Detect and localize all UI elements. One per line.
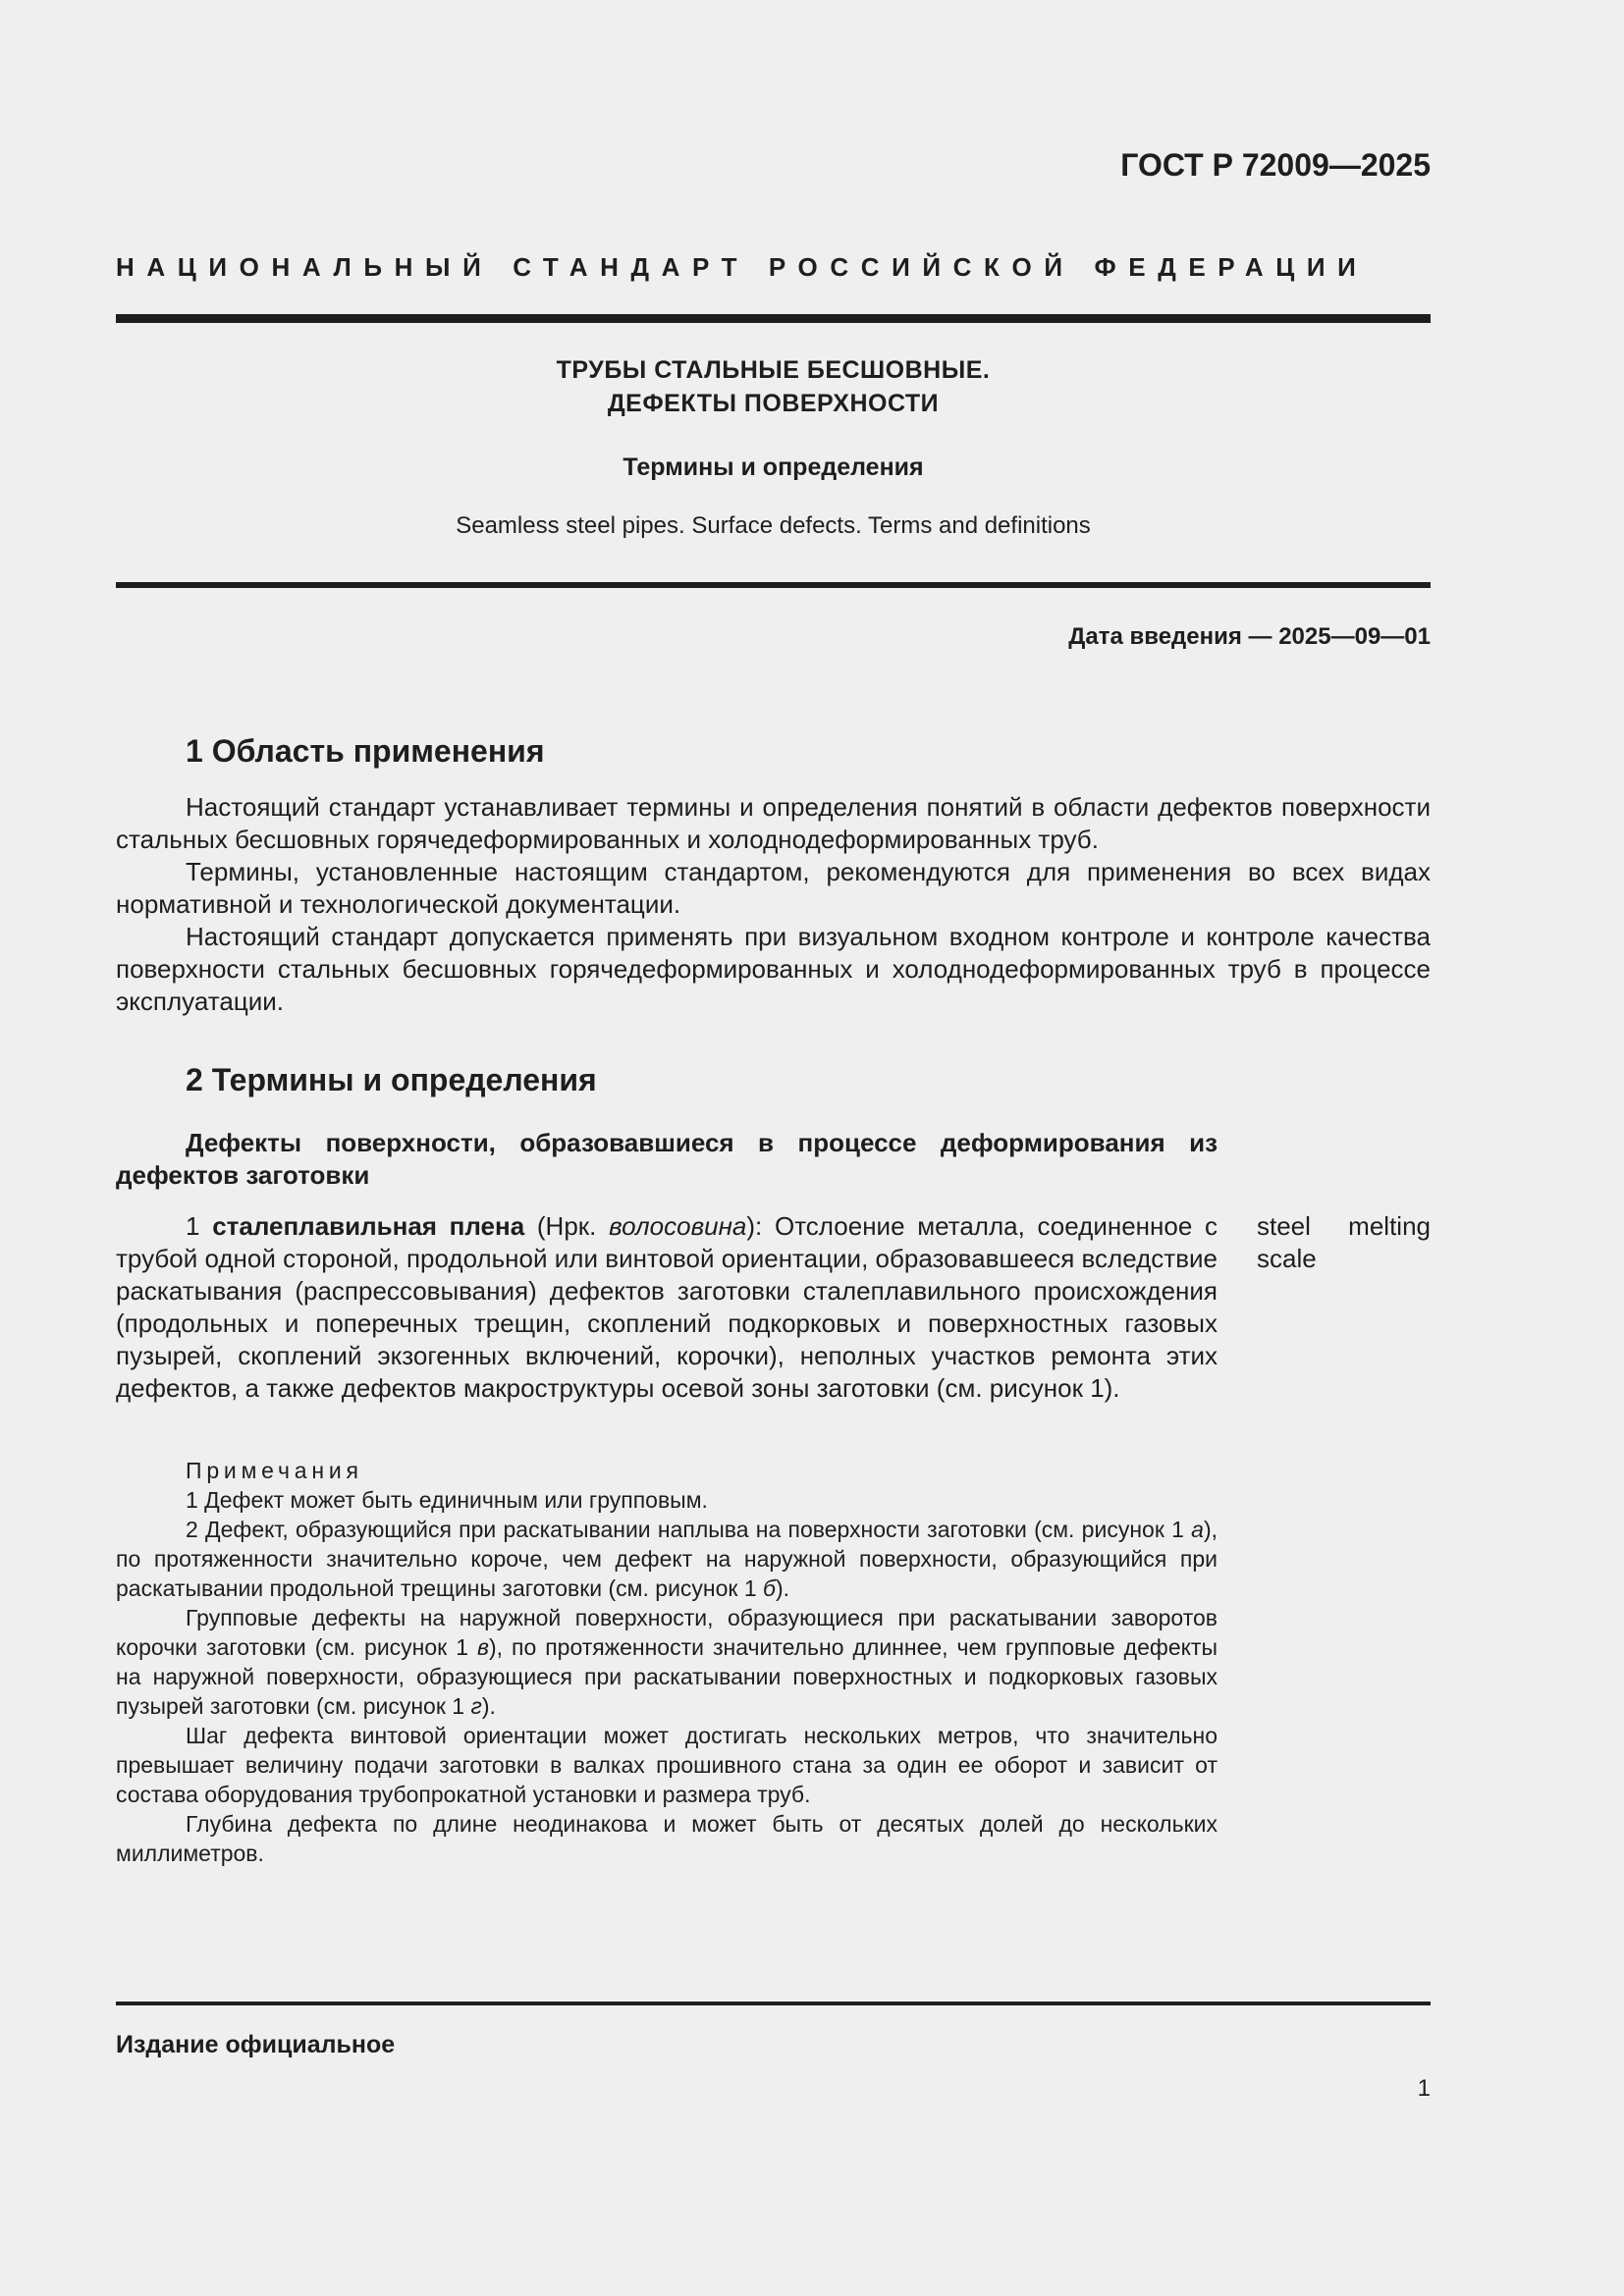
note-3-text-b: ), по протяженности значительно длиннее, чем групповые дефекты на наружной поверхности, образующиеся при раскатывании поверхностных и подкорковых газовых пузырей заготовки (см. рисунок 1 — [116, 1634, 1218, 1719]
term-nonrecommended: волосовина — [609, 1211, 747, 1241]
term-1-notes — [116, 1456, 1218, 1868]
term-name: сталеплавильная плена — [212, 1211, 525, 1241]
title-line-2: ДЕФЕКТЫ ПОВЕРХНОСТИ — [607, 390, 940, 417]
date-introduced: Дата введения — 2025—09—01 — [1068, 623, 1431, 650]
figure-ref-v: в — [476, 1634, 489, 1660]
title-rule — [116, 582, 1431, 588]
figure-ref-b: б — [763, 1575, 776, 1601]
section-1-heading: 1 Область применения — [186, 733, 545, 769]
footer-rule — [116, 2002, 1431, 2005]
section-2-heading: 2 Термины и определения — [186, 1062, 597, 1097]
scope-paragraph-3: Настоящий стандарт допускается применять при визуальном входном контроле и контроле качества поверхности стальных бесшовных горячедеформированных и холоднодеформированных труб в процессе эксплуатации. — [116, 922, 1431, 1016]
term-nonrec-prefix: (Нрк. — [536, 1211, 610, 1241]
note-2-text-c: ). — [775, 1575, 790, 1601]
notes-heading: Примечания — [186, 1458, 363, 1483]
note-2 — [116, 1515, 1218, 1603]
national-standard-banner: НАЦИОНАЛЬНЫЙ СТАНДАРТ РОССИЙСКОЙ ФЕДЕРАЦИИ — [116, 252, 1369, 282]
page-number: 1 — [1417, 2075, 1431, 2102]
document-title — [116, 353, 1431, 420]
note-3-text-c: ). — [481, 1693, 496, 1719]
note-paragraph-5: Глубина дефекта по длине неодинакова и может быть от десятых долей до нескольких миллиметров. — [116, 1811, 1218, 1866]
top-rule — [116, 314, 1431, 323]
term-number: 1 — [186, 1211, 200, 1241]
section-1-body — [116, 791, 1431, 1018]
note-2-text-a: 2 Дефект, образующийся при раскатывании наплыва на поверхности заготовки (см. рисунок 1 — [186, 1517, 1192, 1542]
term-definition: Отслоение металла, соединенное с трубой одной стороной, продольной или винтовой ориентации, образовавшееся вследствие раскатывания (распрессовывания) дефектов заготовки сталеплавильного происхождения (продольных и поперечных трещин, скоплений подкорковых и поверхностных газовых пузырей, скоплений экзогенных включений, корочки), неполных участков ремонта этих дефектов, а также дефектов макроструктуры осевой зоны заготовки (см. рисунок 1). — [116, 1211, 1218, 1403]
note-paragraph-4: Шаг дефекта винтовой ориентации может достигать нескольких метров, что значительно превышает величину подачи заготовки в валках прошивного стана за один ее оборот и зависит от состава оборудования трубопрокатной установки и размера труб. — [116, 1723, 1218, 1807]
note-2-text-b: ), по протяженности значительно короче, чем дефект на наружной поверхности, образующийся при раскатывании продольной трещины заготовки (см. рисунок 1 — [116, 1517, 1218, 1601]
english-title: Seamless steel pipes. Surface defects. Terms and definitions — [456, 512, 1091, 539]
standard-code: ГОСТ Р 72009—2025 — [1120, 147, 1431, 183]
term-1-entry — [116, 1210, 1218, 1405]
figure-ref-g: г — [470, 1693, 482, 1719]
note-1: 1 Дефект может быть единичным или групповым. — [186, 1487, 708, 1513]
note-paragraph-3 — [116, 1603, 1218, 1721]
scope-paragraph-1: Настоящий стандарт устанавливает термины и определения понятий в области дефектов поверхности стальных бесшовных горячедеформированных и холоднодеформированных труб. — [116, 792, 1431, 854]
scope-paragraph-2: Термины, установленные настоящим стандартом, рекомендуются для применения во всех видах нормативной и технологической документации. — [116, 857, 1431, 919]
note-3-text-a: Групповые дефекты на наружной поверхности, образующиеся при раскатывании заворотов корочки заготовки (см. рисунок 1 — [116, 1605, 1218, 1660]
document-subtitle: Термины и определения — [623, 454, 924, 481]
term-group-heading: Дефекты поверхности, образовавшиеся в процессе деформирования из дефектов заготовки — [116, 1128, 1218, 1190]
figure-ref-a: а — [1191, 1517, 1204, 1542]
term-1-english-equivalent: steel melting scale — [1257, 1211, 1431, 1273]
official-edition-label: Издание официальное — [116, 2031, 396, 2058]
title-line-1: ТРУБЫ СТАЛЬНЫЕ БЕСШОВНЫЕ. — [556, 356, 991, 384]
term-nonrec-suffix: ): — [746, 1211, 775, 1241]
